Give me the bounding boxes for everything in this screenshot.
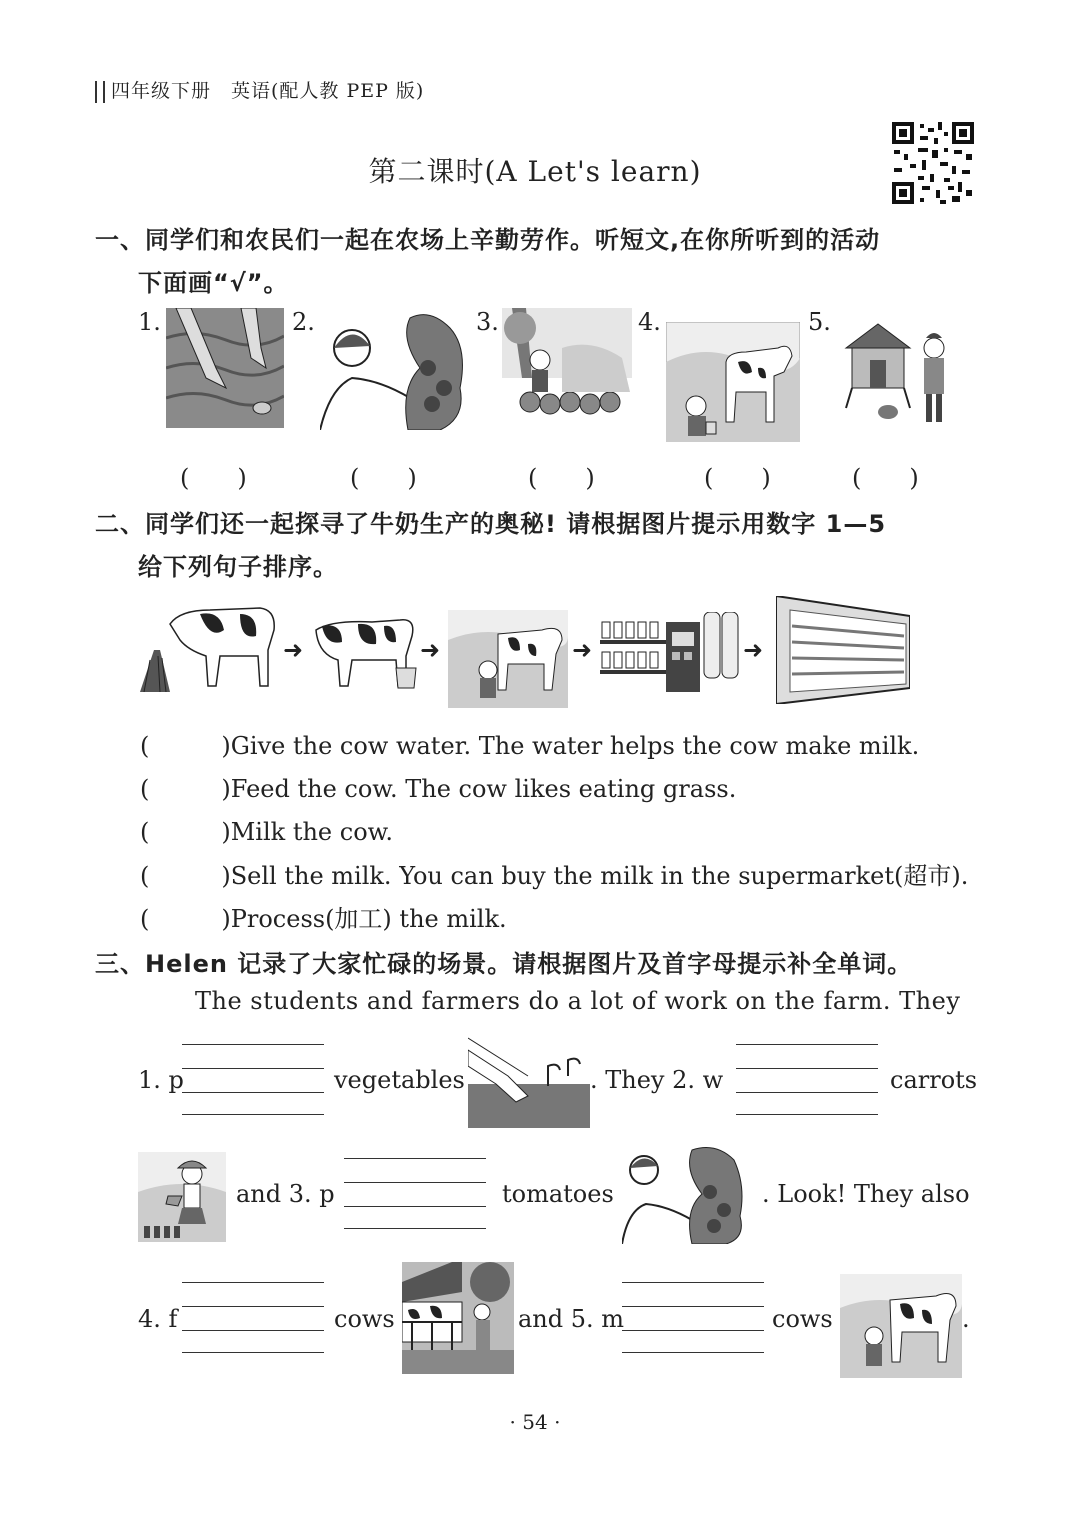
planting-picture <box>468 1036 590 1128</box>
answer-blank-3[interactable] <box>344 1158 486 1228</box>
item-number: 5. <box>808 308 831 336</box>
word-cows-2: cows <box>772 1305 833 1333</box>
item-number: 2. <box>292 308 315 336</box>
section1-heading: 一、同学们和农民们一起在农场上辛勤劳作。听短文,在你所听到的活动 <box>95 226 881 254</box>
and-pick-text: and 3. p <box>236 1180 335 1208</box>
arrow-icon: ➜ <box>283 636 304 664</box>
feed-cow-picture <box>140 600 278 692</box>
answer-paren[interactable]: ( ) <box>528 464 595 492</box>
they-water-text: . They 2. w <box>590 1066 724 1094</box>
sentence-sell-milk: ( )Sell the milk. You can buy the milk in the supermarket(超市). <box>140 862 969 890</box>
answer-paren[interactable]: ( ) <box>350 464 417 492</box>
arrow-icon: ➜ <box>420 636 441 664</box>
word-vegetables: vegetables <box>334 1066 465 1094</box>
word-tomatoes: tomatoes <box>502 1180 614 1208</box>
answer-paren[interactable]: ( ) <box>180 464 247 492</box>
milking-cow-picture <box>666 322 800 442</box>
answer-paren[interactable]: ( ) <box>704 464 771 492</box>
page-number: · 54 · <box>509 1410 561 1434</box>
watering-girl-picture <box>138 1152 226 1242</box>
word-cows: cows <box>334 1305 395 1333</box>
lesson-title: 第二课时(A Let's learn) <box>368 155 702 188</box>
tomato-picking-picture <box>622 1146 746 1244</box>
blank-prefix-p: 1. p <box>138 1066 184 1094</box>
item-number: 1. <box>138 308 161 336</box>
page-header: 四年级下册 英语(配人教 PEP 版) <box>95 76 424 103</box>
section3-heading: 三、Helen 记录了大家忙碌的场景。请根据图片及首字母提示补全单词。 <box>95 950 913 978</box>
answer-paren[interactable]: ( ) <box>852 464 919 492</box>
blank-prefix-f: 4. f <box>138 1305 178 1333</box>
look-they-also-text: . Look! They also <box>762 1180 970 1208</box>
answer-blank-5[interactable] <box>622 1282 764 1352</box>
planting-potatoes-picture <box>166 308 284 428</box>
item-number: 3. <box>476 308 499 336</box>
sentence-process-milk: ( )Process(加工) the milk. <box>140 905 507 933</box>
sentence-feed-cow: ( )Feed the cow. The cow likes eating grass. <box>140 775 737 803</box>
word-carrots: carrots <box>890 1066 978 1094</box>
sentence-give-water: ( )Give the cow water. The water helps the cow make milk. <box>140 732 920 760</box>
feeding-cows-picture <box>402 1262 514 1374</box>
feeding-hens-picture <box>836 308 962 428</box>
section2-heading-cont: 给下列句子排序。 <box>138 553 338 581</box>
qr-code <box>890 120 976 206</box>
picking-tomatoes-picture <box>320 308 468 430</box>
arrow-icon: ➜ <box>743 636 764 664</box>
supermarket-picture <box>776 596 910 704</box>
item-number: 4. <box>638 308 661 336</box>
arrow-icon: ➜ <box>572 636 593 664</box>
give-water-picture <box>312 616 418 690</box>
section2-heading: 二、同学们还一起探寻了牛奶生产的奥秘! 请根据图片提示用数字 1—5 <box>95 510 887 538</box>
section1-heading-cont: 下面画“√”。 <box>138 269 289 297</box>
sentence-milk-cow: ( )Milk the cow. <box>140 818 393 846</box>
milking-picture <box>840 1274 962 1378</box>
answer-blank-1[interactable] <box>182 1044 324 1114</box>
period: . <box>962 1305 970 1333</box>
milk-cow-picture <box>448 610 568 708</box>
and-milk-text: and 5. m <box>518 1305 625 1333</box>
answer-blank-2[interactable] <box>736 1044 878 1114</box>
process-milk-picture <box>600 612 740 692</box>
passage-intro: The students and farmers do a lot of work on the farm. They <box>195 987 961 1015</box>
answer-blank-4[interactable] <box>182 1282 324 1352</box>
watering-carrots-picture <box>502 308 632 428</box>
